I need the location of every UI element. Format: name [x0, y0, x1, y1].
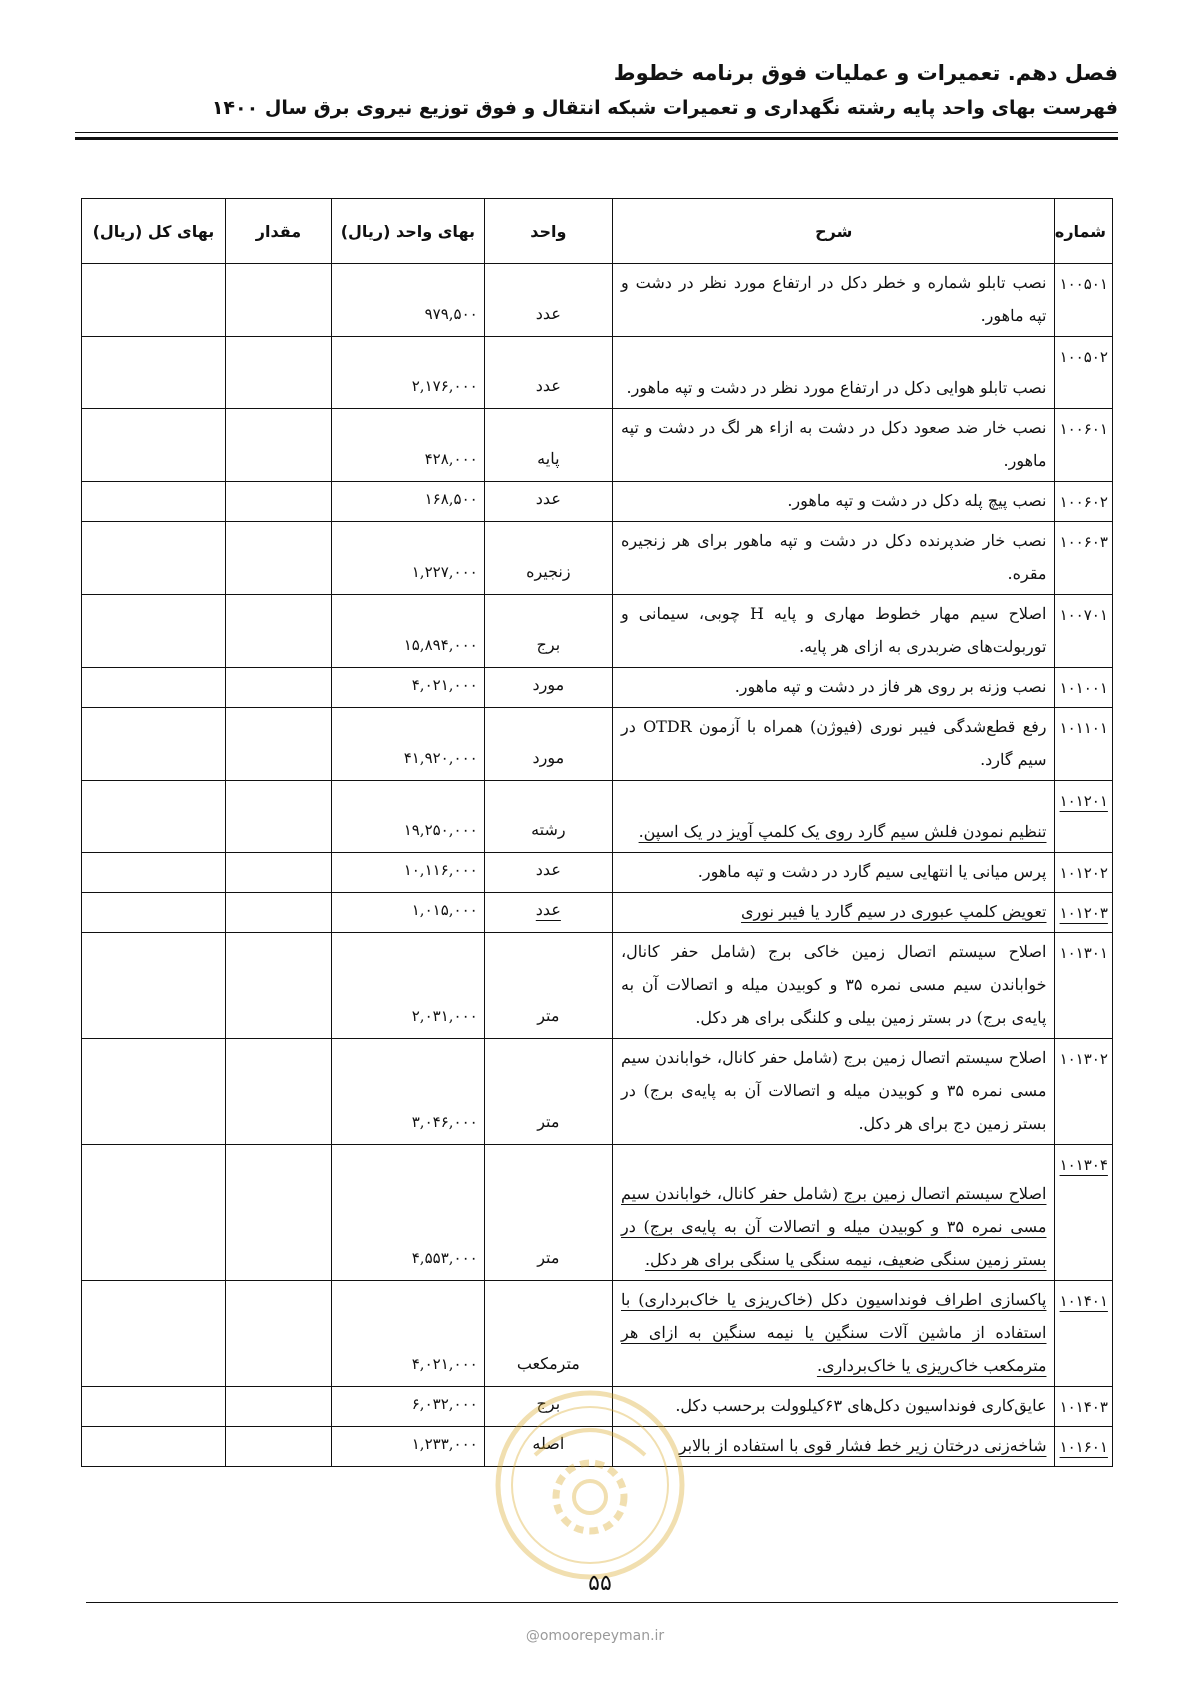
row-description [613, 708, 1055, 781]
row-unit-price [332, 1281, 485, 1387]
row-total-price [82, 522, 226, 595]
row-quantity [225, 1387, 331, 1427]
row-unit-price [332, 1039, 485, 1145]
column-header-total-price: بهای کل (ریال) [82, 199, 226, 264]
row-unit-price [332, 595, 485, 668]
row-code [1055, 1387, 1113, 1427]
row-unit [484, 1039, 612, 1145]
row-description [613, 264, 1055, 337]
row-description [613, 933, 1055, 1039]
row-description-text: اصلاح سیم مهار خطوط مهاری و پایه H چوبی، سیمانی و توربولت‌های ضربدری به ازای هر پایه. [621, 604, 1047, 656]
row-description [613, 781, 1055, 853]
row-unit-price [332, 264, 485, 337]
row-unit [484, 781, 612, 853]
row-code-text: ۱۰۰۵۰۲ [1059, 348, 1108, 366]
row-unit-price [332, 337, 485, 409]
row-description [613, 853, 1055, 893]
table-row [82, 1387, 1113, 1427]
row-quantity [225, 1427, 331, 1467]
row-total-price [82, 708, 226, 781]
table-row [82, 409, 1113, 482]
row-unit [484, 1145, 612, 1281]
row-unit-price-text: ۴,۰۲۱,۰۰۰ [411, 1355, 478, 1373]
row-unit [484, 933, 612, 1039]
row-unit [484, 337, 612, 409]
row-code [1055, 781, 1113, 853]
row-code-text: ۱۰۱۱۰۱ [1059, 719, 1108, 737]
row-code [1055, 853, 1113, 893]
row-unit-price-text: ۶,۰۳۲,۰۰۰ [411, 1395, 478, 1413]
header-rule-thin [75, 132, 1118, 133]
row-unit [484, 668, 612, 708]
row-description [613, 1427, 1055, 1467]
row-description [613, 337, 1055, 409]
table-row [82, 668, 1113, 708]
table-row [82, 853, 1113, 893]
row-unit-text: عدد [535, 489, 561, 508]
column-header-code: شماره [1055, 199, 1113, 264]
row-total-price [82, 668, 226, 708]
row-unit [484, 1281, 612, 1387]
row-total-price [82, 482, 226, 522]
row-code-text: ۱۰۱۲۰۳ [1059, 904, 1108, 922]
chapter-title: فصل دهم. تعمیرات و عملیات فوق برنامه خطوط [613, 61, 1118, 85]
row-description-text: نصب تابلو شماره و خطر دکل در ارتفاع مورد نظر در دشت و تپه ماهور. [621, 273, 1047, 325]
row-description [613, 893, 1055, 933]
row-description-text: پاکسازی اطراف فونداسیون دکل (خاک‌ریزی یا خاک‌برداری) با استفاده از ماشین آلات سنگین یا نیمه سنگین به ازای هر مترمکعب خاک‌ریزی یا خاک‌برداری. [621, 1290, 1047, 1375]
table-row [82, 522, 1113, 595]
row-unit-price-text: ۴,۰۲۱,۰۰۰ [411, 676, 478, 694]
row-unit-text: برج [536, 635, 561, 654]
row-description-text: نصب پیچ پله دکل در دشت و تپه ماهور. [787, 491, 1047, 510]
row-unit-price-text: ۲,۱۷۶,۰۰۰ [411, 377, 478, 395]
row-code-text: ۱۰۱۳۰۴ [1059, 1156, 1108, 1174]
document-subtitle: فهرست بهای واحد پایه رشته نگهداری و تعمیرات شبکه انتقال و فوق توزیع نیروی برق سال ۱۴۰۰ [211, 97, 1118, 119]
row-code [1055, 1145, 1113, 1281]
row-unit-text: عدد [535, 304, 561, 323]
row-unit-price-text: ۱۰,۱۱۶,۰۰۰ [403, 861, 478, 879]
row-unit [484, 264, 612, 337]
row-unit-text: مورد [532, 748, 565, 767]
row-quantity [225, 1145, 331, 1281]
row-code-text: ۱۰۱۲۰۲ [1059, 864, 1108, 882]
row-unit-text: عدد [535, 860, 561, 879]
row-unit [484, 409, 612, 482]
row-unit-text: متر [537, 1112, 560, 1131]
row-code-text: ۱۰۱۴۰۱ [1059, 1292, 1108, 1310]
row-unit-price [332, 409, 485, 482]
row-description [613, 595, 1055, 668]
row-unit-price [332, 1387, 485, 1427]
table-row [82, 595, 1113, 668]
row-unit-text: زنجیره [526, 562, 571, 581]
page-number: ۵۵ [588, 1571, 612, 1596]
row-unit [484, 1387, 612, 1427]
row-unit-price-text: ۱۵,۸۹۴,۰۰۰ [403, 636, 478, 654]
row-code [1055, 595, 1113, 668]
row-quantity [225, 482, 331, 522]
table-row [82, 781, 1113, 853]
column-header-description: شرح [613, 199, 1055, 264]
row-unit-text: برج [536, 1394, 561, 1413]
row-code [1055, 933, 1113, 1039]
row-description [613, 1281, 1055, 1387]
row-description [613, 1145, 1055, 1281]
row-code [1055, 1039, 1113, 1145]
row-code [1055, 337, 1113, 409]
row-unit-price-text: ۱۹,۲۵۰,۰۰۰ [403, 821, 478, 839]
row-description-text: اصلاح سیستم اتصال زمین برج (شامل حفر کانال، خواباندن سیم مسی نمره ۳۵ و کوبیدن میله و اتصالات آن به پایه‌ی برج) در بستر زمین دج برای هر دکل. [621, 1048, 1047, 1133]
row-code-text: ۱۰۱۴۰۳ [1059, 1398, 1108, 1416]
row-unit-text: مترمکعب [516, 1354, 580, 1373]
table-row [82, 1281, 1113, 1387]
row-code-text: ۱۰۰۶۰۳ [1059, 533, 1108, 551]
row-description [613, 1387, 1055, 1427]
column-header-unit: واحد [484, 199, 612, 264]
row-code-text: ۱۰۱۳۰۲ [1059, 1050, 1108, 1068]
row-code [1055, 264, 1113, 337]
row-total-price [82, 595, 226, 668]
row-code [1055, 893, 1113, 933]
row-unit [484, 893, 612, 933]
row-quantity [225, 264, 331, 337]
row-quantity [225, 409, 331, 482]
row-unit-price-text: ۱,۰۱۵,۰۰۰ [411, 901, 478, 919]
row-code [1055, 1427, 1113, 1467]
row-description-text: تنظیم نمودن فلش سیم گارد روی یک کلمپ آویز در یک اسپن. [638, 822, 1047, 841]
row-code-text: ۱۰۱۳۰۱ [1059, 944, 1108, 962]
row-unit-text: عدد [535, 376, 561, 395]
header-rule-thick [75, 137, 1118, 140]
row-quantity [225, 668, 331, 708]
row-total-price [82, 1039, 226, 1145]
row-total-price [82, 781, 226, 853]
row-unit-price [332, 708, 485, 781]
row-total-price [82, 337, 226, 409]
site-watermark: @omoorepeyman.ir [525, 1628, 665, 1644]
row-description-text: اصلاح سیستم اتصال زمین برج (شامل حفر کانال، خواباندن سیم مسی نمره ۳۵ و کوبیدن میله و اتصالات آن به پایه‌ی برج) در بستر زمین سنگی ضعیف، نیمه سنگی یا سنگی برای هر دکل. [621, 1184, 1047, 1269]
row-unit-price [332, 893, 485, 933]
row-unit-price-text: ۱۶۸,۵۰۰ [424, 490, 478, 508]
row-code-text: ۱۰۱۶۰۱ [1059, 1438, 1108, 1456]
row-description [613, 409, 1055, 482]
row-unit-price [332, 933, 485, 1039]
row-code [1055, 1281, 1113, 1387]
table-header-row [82, 199, 1113, 264]
row-description [613, 668, 1055, 708]
row-description [613, 522, 1055, 595]
row-quantity [225, 781, 331, 853]
row-description-text: نصب خار ضد صعود دکل در دشت به ازاء هر لگ در دشت و تپه ماهور. [621, 418, 1047, 470]
row-quantity [225, 893, 331, 933]
row-total-price [82, 933, 226, 1039]
row-unit-text: مورد [532, 675, 565, 694]
row-unit-text: رشته [531, 820, 566, 839]
row-quantity [225, 1039, 331, 1145]
row-unit-text: متر [537, 1006, 560, 1025]
row-quantity [225, 853, 331, 893]
row-code-text: ۱۰۰۷۰۱ [1059, 606, 1108, 624]
row-unit-text: اصله [532, 1434, 565, 1453]
row-unit-price-text: ۹۷۹,۵۰۰ [424, 305, 478, 323]
row-quantity [225, 708, 331, 781]
row-code-text: ۱۰۱۲۰۱ [1059, 792, 1108, 810]
row-unit [484, 853, 612, 893]
table-row [82, 1427, 1113, 1467]
price-list-table [81, 198, 1113, 1467]
row-code [1055, 708, 1113, 781]
row-description-text: تعویض کلمپ عبوری در سیم گارد یا فیبر نوری [741, 902, 1047, 921]
row-code-text: ۱۰۰۶۰۲ [1059, 493, 1108, 511]
row-unit-price [332, 482, 485, 522]
row-unit [484, 708, 612, 781]
row-unit-price-text: ۱,۲۳۳,۰۰۰ [411, 1435, 478, 1453]
row-total-price [82, 853, 226, 893]
row-quantity [225, 1281, 331, 1387]
row-description-text: پرس میانی یا انتهایی سیم گارد در دشت و تپه ماهور. [697, 862, 1047, 881]
row-unit-price-text: ۴۲۸,۰۰۰ [424, 450, 478, 468]
row-description-text: عایق‌کاری فونداسیون دکل‌های ۶۳کیلوولت برحسب دکل. [675, 1396, 1047, 1415]
row-unit [484, 522, 612, 595]
row-total-price [82, 264, 226, 337]
row-quantity [225, 595, 331, 668]
row-total-price [82, 1427, 226, 1467]
row-unit-price-text: ۴۱,۹۲۰,۰۰۰ [403, 749, 478, 767]
row-total-price [82, 409, 226, 482]
row-code [1055, 409, 1113, 482]
table-row [82, 893, 1113, 933]
row-unit-price-text: ۲,۰۳۱,۰۰۰ [411, 1007, 478, 1025]
row-unit-price-text: ۴,۵۵۳,۰۰۰ [411, 1249, 478, 1267]
row-code-text: ۱۰۱۰۰۱ [1059, 679, 1108, 697]
table-row [82, 933, 1113, 1039]
row-code-text: ۱۰۰۶۰۱ [1059, 420, 1108, 438]
row-total-price [82, 1281, 226, 1387]
row-total-price [82, 1387, 226, 1427]
row-quantity [225, 337, 331, 409]
row-description-text: نصب خار ضدپرنده دکل در دشت و تپه ماهور برای هر زنجیره مقره. [621, 531, 1047, 583]
column-header-quantity: مقدار [225, 199, 331, 264]
table-row [82, 337, 1113, 409]
row-unit-price-text: ۱,۲۲۷,۰۰۰ [411, 563, 478, 581]
table-row [82, 708, 1113, 781]
row-description-text: شاخه‌زنی درختان زیر خط فشار قوی با استفاده از بالابر [678, 1436, 1047, 1455]
table-row [82, 482, 1113, 522]
row-description-text: نصب تابلو هوایی دکل در ارتفاع مورد نظر در دشت و تپه ماهور. [626, 378, 1047, 397]
row-description-text: نصب وزنه بر روی هر فاز در دشت و تپه ماهور. [734, 677, 1047, 696]
row-unit-text: پایه [537, 449, 560, 468]
row-unit [484, 1427, 612, 1467]
row-unit [484, 595, 612, 668]
row-code [1055, 668, 1113, 708]
row-unit-text: عدد [535, 900, 561, 919]
row-description [613, 482, 1055, 522]
row-unit-price [332, 668, 485, 708]
row-unit-price [332, 1145, 485, 1281]
row-code-text: ۱۰۰۵۰۱ [1059, 275, 1108, 293]
row-description [613, 1039, 1055, 1145]
table-row [82, 1039, 1113, 1145]
row-unit-text: متر [537, 1248, 560, 1267]
row-quantity [225, 933, 331, 1039]
row-unit-price [332, 1427, 485, 1467]
row-description-text: رفع قطع‌شدگی فیبر نوری (فیوژن) همراه با آزمون OTDR در سیم گارد. [621, 717, 1047, 769]
footer-rule [86, 1602, 1118, 1603]
row-quantity [225, 522, 331, 595]
page-header [75, 58, 1118, 122]
table-row [82, 1145, 1113, 1281]
row-description-text: اصلاح سیستم اتصال زمین خاکی برج (شامل حفر کانال، خواباندن سیم مسی نمره ۳۵ و کوبیدن میله و اتصالات آن به پایه‌ی برج) در بستر زمین بیلی و کلنگی برای هر دکل. [621, 942, 1047, 1027]
row-code [1055, 522, 1113, 595]
table-body [82, 264, 1113, 1467]
row-unit-price [332, 522, 485, 595]
table-row [82, 264, 1113, 337]
row-unit [484, 482, 612, 522]
row-unit-price-text: ۳,۰۴۶,۰۰۰ [411, 1113, 478, 1131]
row-total-price [82, 893, 226, 933]
row-unit-price [332, 853, 485, 893]
row-unit-price [332, 781, 485, 853]
column-header-unit-price: بهای واحد (ریال) [332, 199, 485, 264]
row-total-price [82, 1145, 226, 1281]
row-code [1055, 482, 1113, 522]
